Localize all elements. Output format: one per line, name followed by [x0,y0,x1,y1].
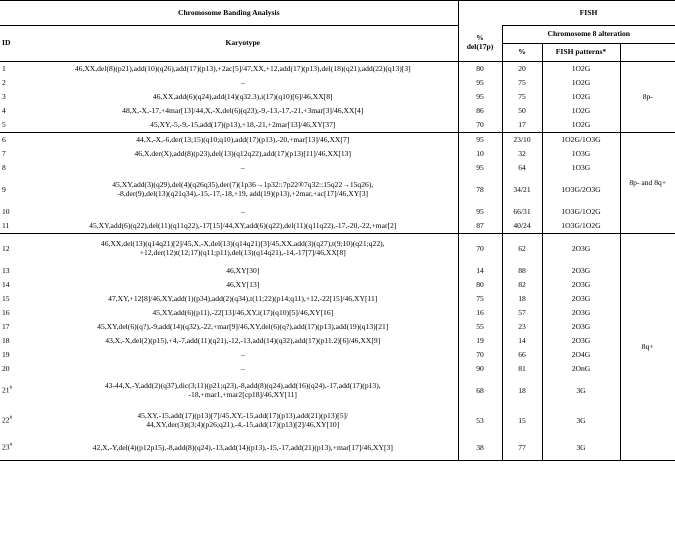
row-karyotype: 48,X,-X,-17,+4mar[13]/44,X,-X,del(6)(q23),-9,-13,-17,-21,+3mar[3]/46,XX[4] [122,105,364,115]
row-pct: 88 [502,264,542,278]
row-del17p: 95 [458,205,502,219]
row-fish-pattern: 1O3G [542,147,620,161]
row-pct: 75 [502,90,542,104]
row-id: 3 [2,91,6,101]
row-fish-pattern: 2O3G [542,306,620,320]
row-fish-pattern: 2OnG [542,362,620,376]
row-pct: 17 [502,118,542,133]
table-row [0,219,675,234]
header-pct: % [502,44,542,62]
group-label-8q-plus: 8q+ [620,234,675,461]
row-pct: 20 [502,62,542,77]
header-chromosome-banding: Chromosome Banding Analysis [0,1,458,26]
row-id-footnote-mark: # [9,416,13,422]
row-id: 12 [0,234,28,265]
table-row [0,118,675,133]
row-pct: 23 [502,320,542,334]
table-row [0,362,675,376]
row-karyotype: – [240,206,245,216]
table-row [0,161,675,175]
group-label-8p-minus: 8p- [642,91,653,101]
row-pct: 66/31 [502,205,542,219]
row-karyotype: – [240,162,245,172]
row-id: 15 [2,293,10,303]
row-fish-pattern: 1O2G [542,118,620,133]
row-id: 7 [2,148,6,158]
row-del17p: 38 [458,436,502,461]
row-fish-pattern: 1O2G [542,76,620,90]
row-pct: 57 [502,306,542,320]
row-karyotype [28,175,458,205]
row-del17p: 70 [458,348,502,362]
table-row [0,278,675,292]
row-karyotype: 46,X,der(X),add(8)(p23),del(13)(q12q22),add(17)(p13)[11]/46,XX[13] [134,148,351,158]
row-pct: 34/21 [502,175,542,205]
row-karyotype-line1: 45,XY,add(3)(q29),del(4)(q26q35),der(7)(1p36→1p32::7p22®7q32::15q22→15q26), [112,180,374,190]
table-row [0,348,675,362]
row-id: 5 [2,119,6,129]
row-pct: 18 [502,376,542,406]
row-fish-pattern: 2O4G [542,348,620,362]
row-id: 17 [2,321,10,331]
row-karyotype: 45,XY,add(6)(p11),-22[13]/46,XY,i(17)(q10)[5]/46,XY[16] [152,307,334,317]
row-del17p: 14 [458,264,502,278]
table-row [0,306,675,320]
table-row [0,320,675,334]
row-del17p: 53 [458,406,502,436]
row-karyotype-line2: 44,XY,der(3)t(3;4)(p26;q21),-4,-15,add(17)(p13)[2]/46,XY[10] [146,420,340,429]
row-pct: 50 [502,104,542,118]
row-del17p: 90 [458,362,502,376]
row-id: 11 [2,220,10,230]
table-row [0,104,675,118]
row-del17p: 95 [458,161,502,175]
table-row [0,90,675,104]
row-del17p: 87 [458,219,502,234]
table-row [0,205,675,219]
row-del17p: 19 [458,334,502,348]
row-fish-pattern: 1O3G/1O2G [542,219,620,234]
row-del17p: 75 [458,292,502,306]
header-id: ID [0,26,28,62]
table-row [0,406,675,436]
row-del17p: 86 [458,104,502,118]
row-id: 19 [2,349,10,359]
row-fish-pattern: 2O3G [542,320,620,334]
table-row [0,175,675,205]
table-row [0,376,675,406]
row-karyotype-line2: -18,+mar1,+mar2[cp18]/46,XY[11] [188,390,297,399]
row-karyotype: 46,XX,del(8)(p21),add(10)(q26),add(17)(p13),+2ac[5]/47,XX,+12,add(17)(p13),del(18)(q21),add(22)(q13)[3] [74,63,411,73]
row-fish-pattern: 2O3G [542,292,620,306]
row-id: 14 [2,279,10,289]
row-id-footnote-mark: # [9,443,13,449]
row-pct: 64 [502,161,542,175]
header-chr8-alteration: Chromosome 8 alteration [502,26,675,44]
row-karyotype: 45,XY,add(6)(q22),del(11)(q11q22),-17[15]/44,XY,add(6)(q22),del(11)(q11q22),-17,-20,-22,+mar[2] [89,220,397,230]
row-karyotype: 47,XY,+12[8]/46,XY,add(1)(p34),add(2)(q34),t(11;22)(p14;q11),+12,-22[15]/46,XY[11] [108,293,378,303]
row-id-number: 21 [2,385,10,395]
row-karyotype: – [240,349,245,359]
row-karyotype-line1: 43-44,X,-Y,add(2)(q37),dic(3;11)(p21;q23),-8,add(8)(q24),add(16)(q24),-17,add(17)(p13), [104,381,381,391]
row-fish-pattern: 2O3G [542,278,620,292]
row-karyotype: 46,XY[30] [226,265,260,275]
header-del17p-line1: % [476,33,484,43]
row-id: 9 [2,184,6,194]
row-karyotype [28,406,458,436]
row-fish-pattern: 1O2G [542,62,620,77]
row-fish-pattern: 3G [542,376,620,406]
row-fish-pattern: 1O2G/1O3G [542,133,620,148]
row-id [0,406,28,436]
row-karyotype: 45,XY,del(6)(q?),-9,add(14)(q32),-22,+mar[9]/46,XY,del(6)(q?),add(17)(p13),add(19)(q13)[21] [97,321,389,331]
row-id: 6 [0,133,28,148]
row-pct: 18 [502,292,542,306]
row-fish-pattern: 1O2G [542,90,620,104]
row-del17p: 70 [458,118,502,133]
row-karyotype-line2: -8,der(9),del(13)(q21q34),-15,-17,-18,+19, add(19)(p13),+2mar,+ac[17]/46,XY[3] [117,189,369,198]
row-id-number: 22 [2,415,10,425]
row-karyotype [28,234,458,265]
row-del17p: 10 [458,147,502,161]
row-id: 18 [2,335,10,345]
table-row [0,334,675,348]
row-del17p: 68 [458,376,502,406]
header-karyotype: Karyotype [28,26,458,62]
row-pct: 32 [502,147,542,161]
row-del17p: 78 [458,175,502,205]
row-fish-pattern: 3G [542,436,620,461]
row-pct: 40/24 [502,219,542,234]
row-id [0,376,28,406]
row-pct: 75 [502,76,542,90]
row-id [0,436,28,461]
header-fish: FISH [502,1,675,26]
row-id: 1 [2,63,6,73]
row-karyotype: – [240,363,245,373]
row-id: 4 [2,105,6,115]
row-pct: 62 [502,234,542,265]
row-pct: 15 [502,406,542,436]
header-del17p-line2: del(17p) [466,42,494,52]
row-karyotype: 42,X,-Y,del(4)(p12p15),-8,add(8)(q24),-13,add(14)(p13),-15,-17,add(21)(p13),+mar[17]/46,XY[3] [92,442,393,452]
header-del17p [458,26,502,62]
row-karyotype: 45,XY,-5,-9,-15,add(17)(p13),+18,-21,+2mar[13]/46,XY[37] [150,119,336,129]
table-row [0,62,675,77]
row-fish-pattern: 2O3G [542,334,620,348]
row-karyotype: 44,X,-X,-6,der(13;15)(q10;q10),add(17)(p13),-20,+mar[13]/46,XX[7] [28,133,458,148]
row-karyotype-line2: +12,der(12)t(12;17)(q11;p11),del(13)(q14q21),-14,-17[7]/46,XX[8] [139,248,346,257]
row-karyotype: 46,XY[13] [226,279,260,289]
row-karyotype [28,376,458,406]
table-row [0,292,675,306]
row-del17p: 55 [458,320,502,334]
row-karyotype-line1: 46,XX,del(13)(q14q21)[2]/45,X,-X,del(13)(q14q21)[3]/45,XX,add(3)(q27),t(9;10)(q21;q22), [100,239,385,249]
row-fish-pattern: 2O3G [542,264,620,278]
row-fish-pattern: 1O2G [542,104,620,118]
row-fish-pattern: 3G [542,406,620,436]
row-karyotype: – [240,77,245,87]
header-fish-patterns: FISH patterns* [542,44,620,62]
row-id: 16 [2,307,10,317]
row-fish-pattern: 1O3G/2O3G [542,175,620,205]
row-pct: 81 [502,362,542,376]
row-karyotype-line1: 45,XY,-15,add(17)(p13)[7]/45,XY,-15,add(17)(p13),add(21)(p13)[5]/ [137,411,349,421]
row-del17p: 70 [458,234,502,265]
group-label-8p-minus-8q-plus: 8p- and 8q+ [620,133,675,234]
table-row [0,147,675,161]
row-del17p: 80 [458,278,502,292]
row-id-number: 23 [2,442,10,452]
table-row [0,264,675,278]
table-row [0,76,675,90]
table-row [0,234,675,265]
row-fish-pattern: 1O3G [542,161,620,175]
row-id: 2 [2,77,6,87]
table-row [0,436,675,461]
row-del17p: 95 [458,76,502,90]
row-id: 8 [2,162,6,172]
row-pct: 23/10 [502,133,542,148]
row-id: 20 [2,363,10,373]
row-del17p: 16 [458,306,502,320]
row-karyotype: 43,X,-X,del(2)(p15),+4,-7,add(11)(q21),-12,-13,add(14)(q32),add(17)(p11.2)[6]/46,XX[9] [105,335,381,345]
row-id: 13 [2,265,10,275]
row-id-footnote-mark: # [9,386,13,392]
row-pct: 14 [502,334,542,348]
table-row [0,133,675,148]
row-pct: 66 [502,348,542,362]
row-del17p: 95 [458,90,502,104]
row-del17p: 95 [458,133,502,148]
row-pct: 82 [502,278,542,292]
row-fish-pattern: 1O3G/1O2G [542,205,620,219]
row-id: 10 [2,206,10,216]
row-del17p: 80 [458,62,502,77]
row-fish-pattern: 2O3G [542,234,620,265]
row-karyotype: 46,XX,add(6)(q24),add(14)(q32.3),i(17)(q10)[6]/46,XX[8] [152,91,333,101]
row-pct: 77 [502,436,542,461]
